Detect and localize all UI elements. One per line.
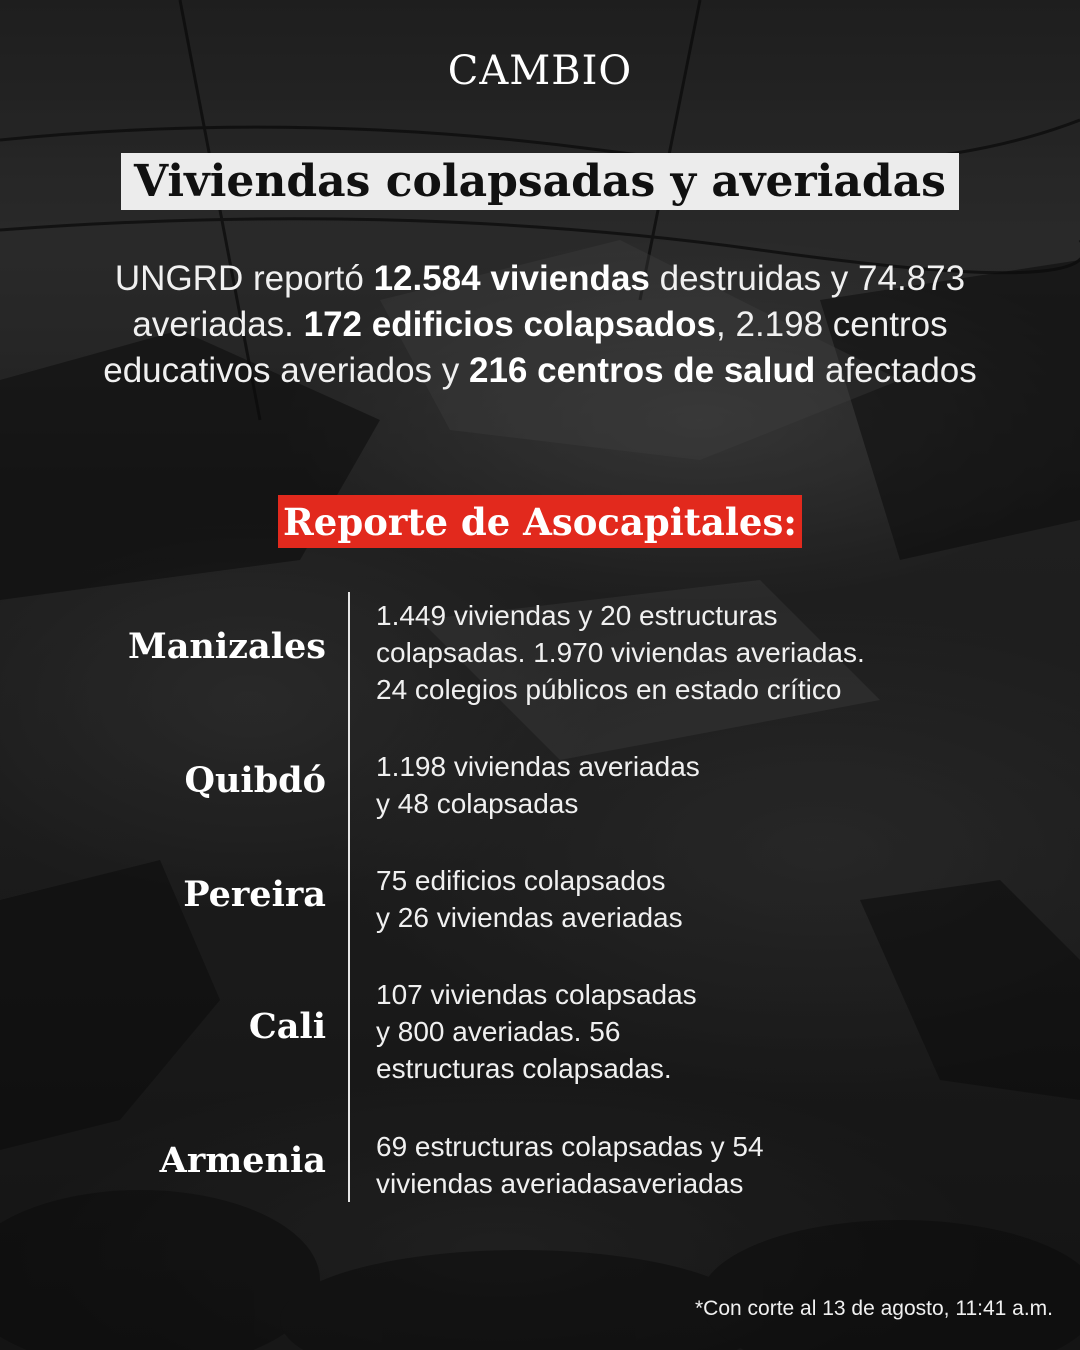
intro-text: afectados xyxy=(815,351,977,390)
description-line: estructuras colapsadas. xyxy=(376,1053,672,1084)
description-line: 75 edificios colapsados xyxy=(376,865,666,896)
intro-highlight: 216 centros de salud xyxy=(469,351,816,390)
description-line: 1.449 viviendas y 20 estructuras xyxy=(376,600,778,631)
intro-highlight: 12.584 viviendas xyxy=(373,259,650,298)
intro-text: UNGRD reportó xyxy=(114,259,374,298)
city-name: Pereira xyxy=(183,874,326,915)
city-name: Quibdó xyxy=(184,760,326,801)
section-subtitle: Reporte de Asocapitales: xyxy=(278,495,802,548)
intro-paragraph xyxy=(90,256,990,394)
city-description xyxy=(376,976,1056,1087)
description-line: colapsadas. 1.970 viviendas averiadas. xyxy=(376,637,865,668)
brand-logo: CAMBIO xyxy=(447,48,633,94)
description-line: 1.198 viviendas averiadas xyxy=(376,751,700,782)
city-description xyxy=(376,748,1056,822)
city-name: Armenia xyxy=(159,1140,326,1181)
description-line: 24 colegios públicos en estado crítico xyxy=(376,674,842,705)
description-line: y 48 colapsadas xyxy=(376,788,579,819)
city-name: Cali xyxy=(248,1006,326,1047)
description-line: viviendas averiadasaveriadas xyxy=(376,1168,744,1199)
city-description xyxy=(376,597,1056,708)
vertical-divider xyxy=(348,592,350,1202)
city-name: Manizales xyxy=(128,626,326,667)
page-title: Viviendas colapsadas y averiadas xyxy=(121,153,959,210)
description-line: 107 viviendas colapsadas xyxy=(376,979,697,1010)
intro-text: , 2.198 centros educativos averiados y xyxy=(103,305,948,390)
description-line: 69 estructuras colapsadas y 54 xyxy=(376,1131,764,1162)
footnote: *Con corte al 13 de agosto, 11:41 a.m. xyxy=(694,1297,1053,1320)
description-line: y 800 averiadas. 56 xyxy=(376,1016,621,1047)
description-line: y 26 viviendas averiadas xyxy=(376,902,683,933)
city-description xyxy=(376,1128,1056,1202)
intro-highlight: 172 edificios colapsados xyxy=(303,305,717,344)
city-description xyxy=(376,862,1056,936)
intro-text: destruidas y 74.873 averiadas. xyxy=(132,259,966,344)
